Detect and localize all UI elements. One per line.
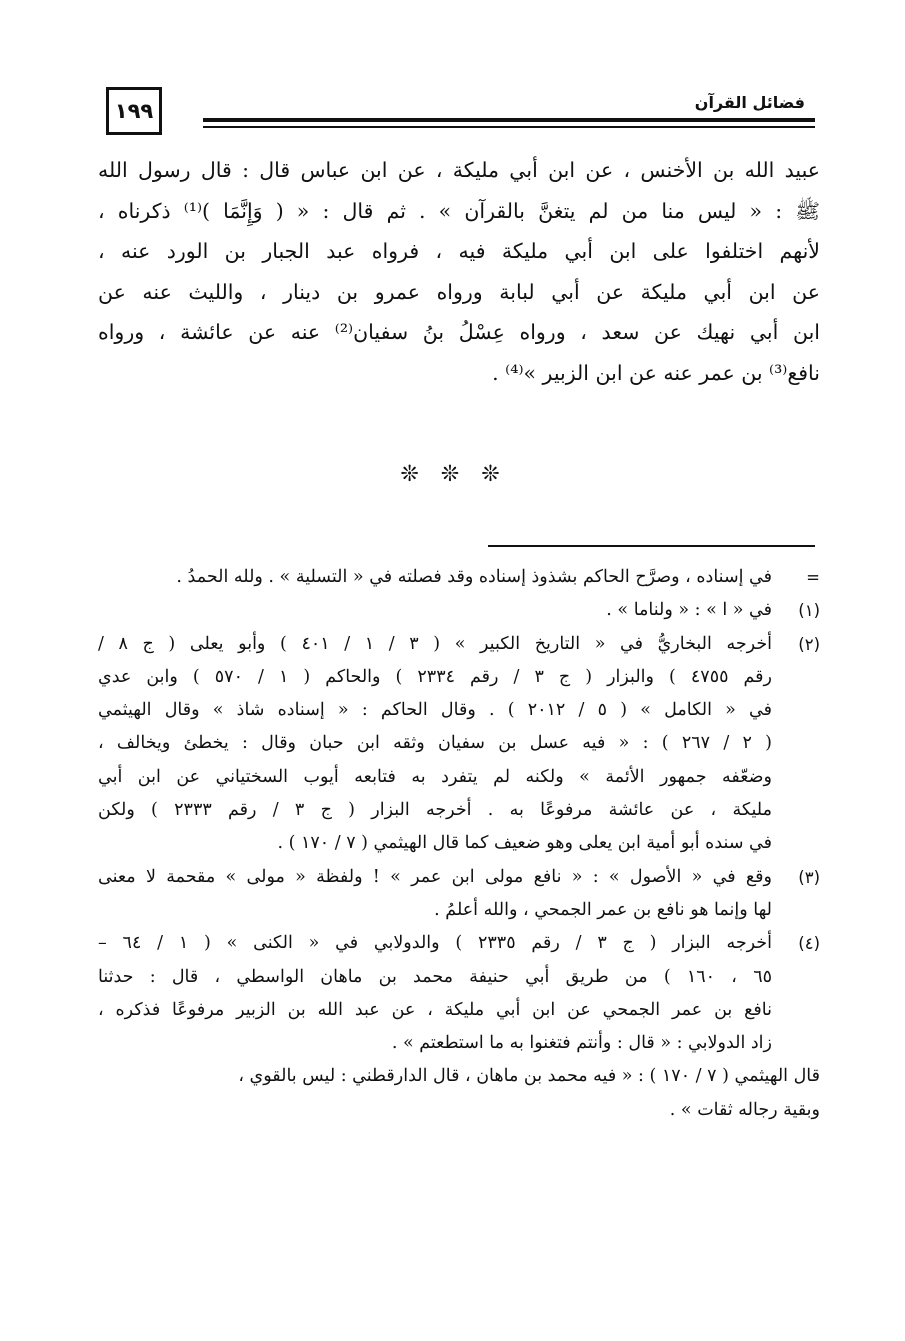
footnote-text: لها وإنما هو نافع بن عمر الجمحي ، والله أعلمُ . [434, 899, 772, 920]
footnote-line [98, 1094, 820, 1127]
footnote-line [98, 894, 820, 927]
running-title: فضائل القرآن [694, 93, 805, 112]
footnote-text: أخرجه البزار ( ج ٣ / رقم ٢٣٣٥ ) والدولابي في « الكنى » ( ١ / ٦٤ – [98, 933, 772, 954]
footnote-text: ( ٢ / ٢٦٧ ) : « فيه عسل بن سفيان وثقه ابن حبان وقال : يخطئ ويخالف ، [98, 733, 773, 754]
footnote-line [98, 861, 820, 894]
footnotes [98, 561, 820, 1127]
footnote-line [98, 927, 820, 960]
footnote-text: زاد الدولابي : « قال : وأنتم فتغنوا به ما استطعتم » . [391, 1033, 772, 1054]
footnote-line [98, 761, 820, 794]
footnote-text: وبقية رجاله ثقات » . [669, 1099, 820, 1120]
footnote-text: وضعّفه جمهور الأئمة » ولكنه لم يتفرد به فتابعه أيوب السختياني عن ابن أبي [98, 766, 772, 787]
footnote-rule [488, 545, 815, 547]
footnote-text: وقع في « الأصول » : « نافع مولى ابن عمر » ! ولفظة « مولى » مقحمة لا معنى [98, 866, 772, 887]
footnote-line [98, 628, 820, 661]
footnote-text: في إسناده ، وصرَّح الحاكم بشذوذ إسناده وقد فصلته في « التسلية » . ولله الحمدُ . [176, 567, 772, 587]
footnote-text: في « الكامل » ( ٥ / ٢٠١٢ ) . وقال الحاكم : « إسناده شاذ » وقال الهيثمي [98, 700, 772, 721]
section-separator [380, 462, 520, 492]
footnote-text: ٦٥ ، ١٦٠ ) من طريق أبي حنيفة محمد بن ماهان الواسطي ، قال : حدثنا [98, 966, 772, 987]
footnote-line [98, 794, 820, 827]
footnote-line [98, 961, 820, 994]
footnote-text: في سنده أبو أمية ابن يعلى وهو ضعيف كما قال الهيثمي ( ٧ / ١٧٠ ) . [277, 833, 772, 854]
footnote-line [98, 594, 820, 627]
footnote-line [98, 827, 820, 860]
footnote-marker: (٣) [798, 867, 820, 887]
header-rule-thin [203, 126, 815, 128]
footnote-line [98, 727, 820, 760]
main-text [98, 150, 820, 393]
page-number-box [106, 87, 162, 135]
asterism-icon: ❊ [481, 462, 500, 487]
footnote-text: نافع بن عمر الجمحي عن ابن أبي مليكة ، عن عبد الله بن الزبير مرفوعًا فذكره ، [98, 999, 772, 1020]
footnote-marker: (٢) [798, 634, 820, 654]
footnote-marker: = [806, 568, 820, 587]
footnote-text: في « ا » : « ولناما » . [606, 600, 772, 621]
asterism-icon: ❊ [400, 462, 419, 487]
footnote-line [98, 661, 820, 694]
footnote-text: أخرجه البخاريُّ في « التاريخ الكبير » ( ٣ / ١ / ٤٠١ ) وأبو يعلى ( ج ٨ / [98, 633, 772, 654]
body-line: ﷺ : « ليس منا من لم يتغنَّ بالقرآن » . ثم قال : « ( وَإِنَّمَا )⁽¹⁾ ذكرناه ، [98, 198, 820, 223]
header-rule [203, 118, 815, 122]
footnote-line [98, 1060, 820, 1093]
footnote-line [98, 994, 820, 1027]
footnote-text: قال الهيثمي ( ٧ / ١٧٠ ) : « فيه محمد بن ماهان ، قال الدارقطني : ليس بالقوي ، [238, 1066, 820, 1087]
footnote-marker: (١) [798, 601, 820, 621]
body-line: عبيد الله بن الأخنس ، عن ابن أبي مليكة ، عن ابن عباس قال : قال رسول الله [98, 158, 820, 182]
asterism-icon: ❊ [440, 462, 460, 487]
page-number: ١٩٩ [114, 99, 154, 123]
footnote-line [98, 694, 820, 727]
body-line: ابن أبي نهيك عن سعد ، ورواه عِسْلُ بنُ سفيان⁽²⁾ عنه عن عائشة ، ورواه [98, 320, 820, 344]
body-line: نافع⁽³⁾ بن عمر عنه عن ابن الزبير »⁽⁴⁾ . [492, 360, 820, 385]
footnote-text: رقم ٤٧٥٥ ) والبزار ( ج ٣ / رقم ٢٣٣٤ ) والحاكم ( ١ / ٥٧٠ ) وابن عدي [98, 666, 772, 687]
footnote-marker: (٤) [798, 934, 820, 954]
footnote-line [98, 561, 820, 594]
body-line: لأنهم اختلفوا على ابن أبي مليكة فيه ، فرواه عبد الجبار بن الورد عنه ، [98, 239, 820, 263]
body-line: عن ابن أبي مليكة عن أبي لبابة ورواه عمرو بن دينار ، والليث عنه عن [98, 279, 820, 304]
footnote-line [98, 1027, 820, 1060]
footnote-text: مليكة ، عن عائشة مرفوعًا به . أخرجه البزار ( ج ٣ / رقم ٢٣٣٣ ) ولكن [98, 800, 772, 821]
